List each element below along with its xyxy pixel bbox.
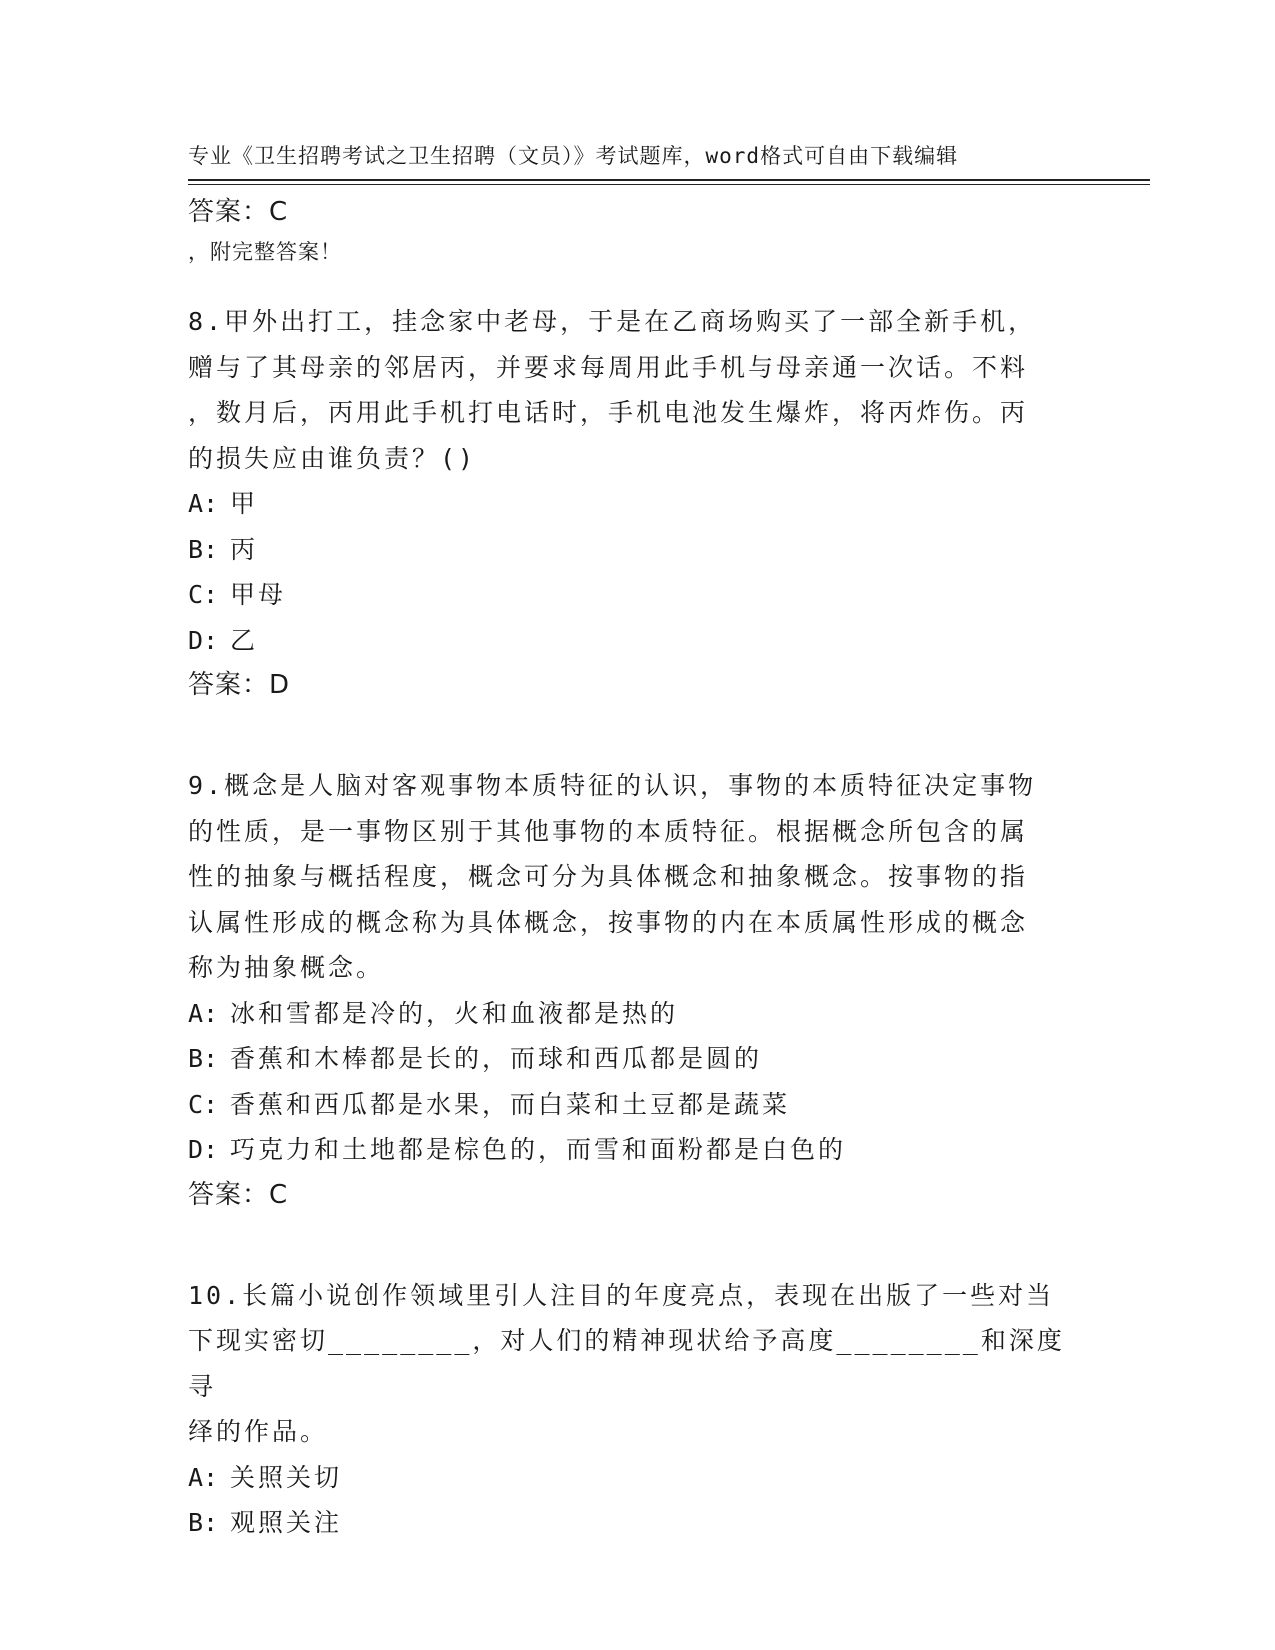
option-letter: D: bbox=[188, 625, 219, 655]
question-8 bbox=[188, 299, 1088, 663]
option-text: 冰和雪都是冷的，火和血液都是热的 bbox=[230, 998, 679, 1028]
option-b bbox=[188, 1500, 1088, 1546]
question-line: 称为抽象概念。 bbox=[188, 953, 385, 982]
option-letter: C: bbox=[188, 580, 219, 609]
document-body bbox=[188, 190, 1088, 1546]
spacer bbox=[188, 707, 1088, 763]
option-text: 丙 bbox=[230, 534, 259, 564]
spacer bbox=[188, 234, 1088, 299]
question-9 bbox=[188, 763, 1088, 1173]
option-d bbox=[188, 618, 1088, 664]
question-10 bbox=[188, 1273, 1088, 1546]
question-line: 的性质，是一事物区别于其他事物的本质特征。根据概念所包含的属 bbox=[188, 816, 1029, 846]
option-b bbox=[188, 527, 1088, 573]
option-letter: A: bbox=[188, 1462, 219, 1492]
option-letter: D: bbox=[188, 1135, 219, 1164]
question-line: ，数月后，丙用此手机打电话时，手机电池发生爆炸，将丙炸伤。丙 bbox=[188, 398, 1029, 427]
option-a bbox=[188, 481, 1088, 527]
option-letter: A: bbox=[188, 489, 219, 518]
header-line-1: 专业《卫生招聘考试之卫生招聘（文员）》考试题库，word格式可自由下载编辑 bbox=[188, 144, 959, 168]
option-d bbox=[188, 1127, 1088, 1173]
answer-line: 答案：C bbox=[188, 1179, 289, 1210]
question-line: 下现实密切________，对人们的精神现状给予高度________和深度寻 bbox=[188, 1326, 1065, 1401]
option-letter: C: bbox=[188, 1089, 219, 1119]
option-text: 乙 bbox=[230, 625, 259, 655]
answer-line: 答案：D bbox=[188, 670, 291, 700]
option-text: 巧克力和土地都是棕色的，而雪和面粉都是白色的 bbox=[230, 1135, 847, 1164]
option-text: 观照关注 bbox=[230, 1508, 343, 1537]
question-line: 认属性形成的概念称为具体概念，按事物的内在本质属性形成的概念 bbox=[188, 907, 1029, 937]
question-line: 8.甲外出打工，挂念家中老母，于是在乙商场购买了一部全新手机， bbox=[188, 307, 1037, 336]
option-letter: A: bbox=[188, 998, 219, 1028]
option-text: 甲 bbox=[230, 489, 259, 518]
option-b bbox=[188, 1036, 1088, 1082]
option-a bbox=[188, 991, 1088, 1037]
option-c bbox=[188, 1082, 1088, 1128]
question-line: 赠与了其母亲的邻居丙，并要求每周用此手机与母亲通一次话。不料 bbox=[188, 352, 1029, 382]
option-text: 香蕉和木棒都是长的，而球和西瓜都是圆的 bbox=[230, 1044, 763, 1073]
question-line: 性的抽象与概括程度，概念可分为具体概念和抽象概念。按事物的指 bbox=[188, 862, 1029, 891]
question-line: 绎的作品。 bbox=[188, 1417, 329, 1446]
option-letter: B: bbox=[188, 534, 219, 564]
header-rule-thin bbox=[188, 184, 1150, 185]
option-text: 关照关切 bbox=[230, 1462, 343, 1492]
option-c bbox=[188, 572, 1088, 618]
question-line: 的损失应由谁负责？() bbox=[188, 443, 477, 473]
header-line-2: ，附完整答案！ bbox=[188, 240, 342, 264]
question-line: 9.概念是人脑对客观事物本质特征的认识，事物的本质特征决定事物 bbox=[188, 771, 1037, 800]
option-letter: B: bbox=[188, 1044, 219, 1073]
option-letter: B: bbox=[188, 1508, 219, 1537]
option-text: 甲母 bbox=[230, 580, 287, 609]
option-a bbox=[188, 1455, 1088, 1501]
answer-line: 答案：C bbox=[188, 197, 289, 227]
spacer bbox=[188, 1217, 1088, 1273]
header-rule-thick bbox=[188, 179, 1150, 181]
option-text: 香蕉和西瓜都是水果，而白菜和土豆都是蔬菜 bbox=[230, 1089, 791, 1119]
question-line: 10.长篇小说创作领域里引人注目的年度亮点，表现在出版了一些对当 bbox=[188, 1280, 1055, 1310]
